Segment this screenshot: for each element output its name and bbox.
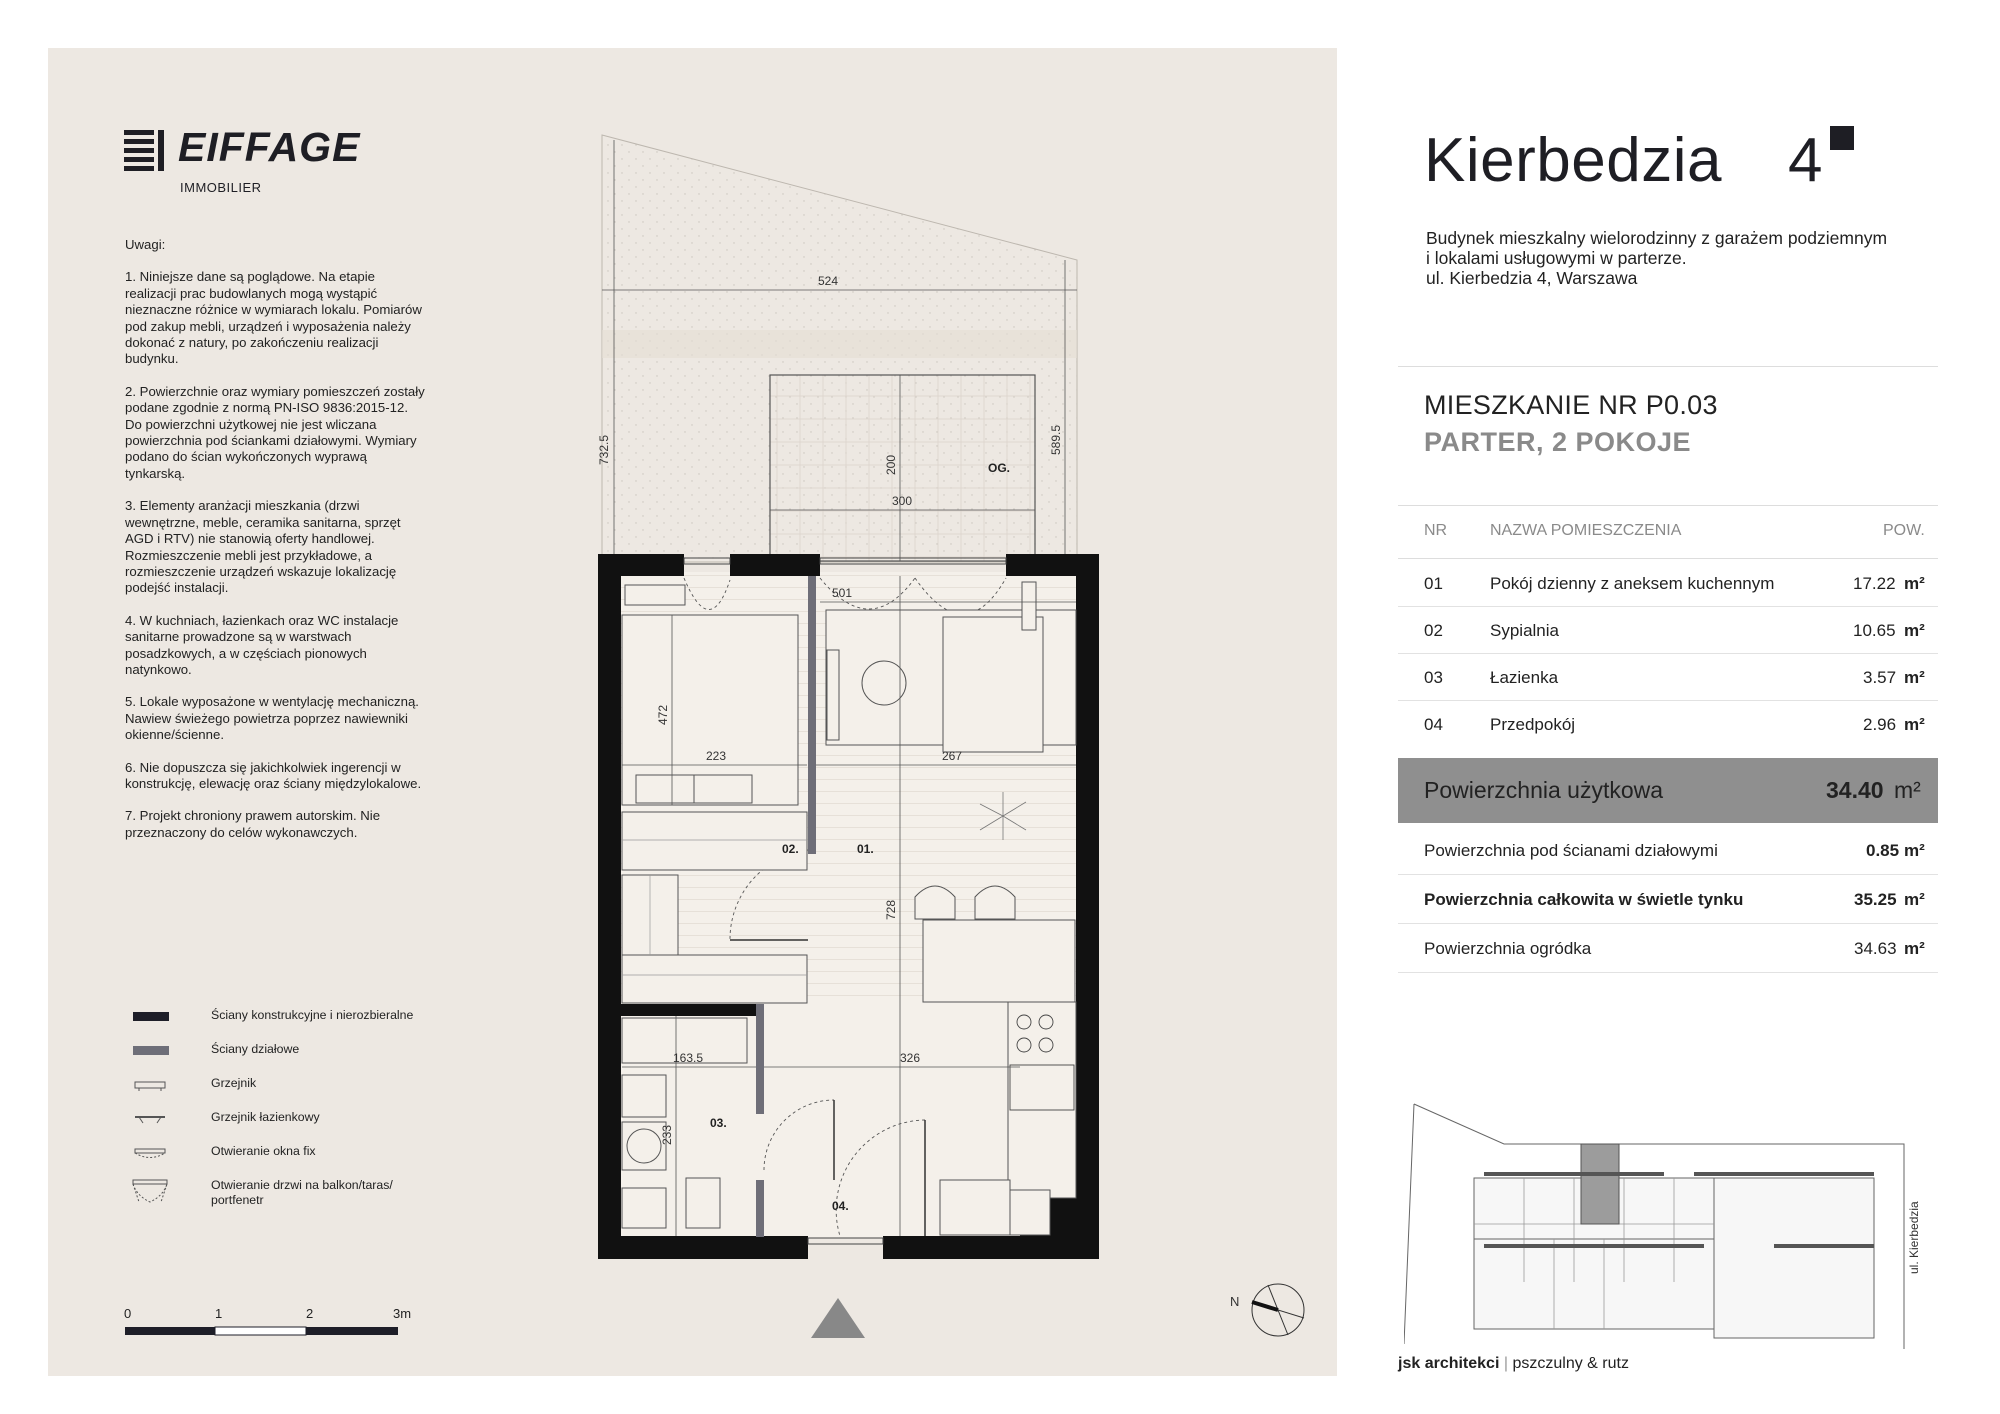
legend-item — [125, 1070, 445, 1104]
dim-terrace-width: 300 — [891, 494, 913, 508]
row-area: 17.22 — [1853, 574, 1896, 593]
address-line: Budynek mieszkalny wielorodzinny z garażem podziemnym — [1426, 228, 1888, 248]
dim-bedroom-depth: 472 — [656, 704, 670, 726]
floor-plan — [570, 120, 1130, 1270]
note-4: 4. W kuchniach, łazienkach oraz WC instalacje sanitarne prowadzone są w warstwach posadzkowych, a w częściach pionowych natynkowo. — [125, 612, 399, 677]
table-header-name: NAZWA POMIESZCZENIA — [1490, 522, 1682, 539]
garden-strip — [602, 330, 1077, 358]
dim-garden-depth-right: 589.5 — [1049, 424, 1063, 456]
label-room-3: 03. — [710, 1116, 727, 1130]
total-value: 34.40 — [1826, 777, 1884, 803]
balcony-door-icon — [129, 1176, 169, 1206]
label-room-4: 04. — [832, 1199, 849, 1213]
label-terrace: OG. — [988, 461, 1011, 475]
scale-label: 0 — [124, 1306, 132, 1321]
summary-row — [1398, 875, 1938, 924]
divider — [1398, 366, 1938, 367]
summary-unit: m² — [1904, 939, 1925, 958]
summary-value: 35.25 — [1854, 890, 1897, 909]
dim-garden-width: 524 — [817, 274, 839, 288]
row-nr: 01 — [1424, 574, 1443, 593]
north-label: N — [1230, 1294, 1240, 1309]
dim-living-inner-width: 267 — [941, 749, 963, 763]
scale-bar — [124, 1306, 414, 1346]
logo-subtitle: IMMOBILIER — [180, 180, 262, 195]
project-address — [1426, 228, 1946, 288]
legend-item — [125, 1002, 445, 1036]
architect-2: pszczulny & rutz — [1512, 1355, 1629, 1372]
legend-label: Otwieranie drzwi na balkon/taras/ portfenetr — [211, 1178, 393, 1207]
eiffage-logo-icon — [124, 130, 168, 172]
legend-item — [125, 1172, 445, 1216]
row-unit: m² — [1904, 574, 1925, 593]
row-name: Pokój dzienny z aneksem kuchennym — [1490, 574, 1775, 593]
scale-graphic — [124, 1326, 414, 1340]
apartment-number: MIESZKANIE NR P0.03 — [1424, 390, 1718, 420]
total-usable-area — [1398, 758, 1938, 823]
logo-name: EIFFAGE — [178, 124, 361, 170]
note-5: 5. Lokale wyposażone w wentylację mechaniczną. Nawiew świeżego powietrza poprzez nawiewniki okienne/ścienne. — [125, 694, 419, 743]
table-header-nr: NR — [1424, 522, 1448, 539]
legend-label: Grzejnik łazienkowy — [211, 1110, 320, 1124]
dim-living-width: 501 — [831, 586, 853, 600]
dim-living-depth: 728 — [884, 899, 898, 921]
note-3: 3. Elementy aranżacji mieszkania (drzwi wewnętrzne, meble, ceramika sanitarna, sprzęt AGD i RTV) nie stanowią oferty handlowej. Rozmieszczenie mebli jest przykładowe, a rozmieszczenie urządzeń wskazuje lokalizację podejść instalacji. — [125, 498, 401, 596]
summary-unit: m² — [1904, 841, 1925, 860]
eiffage-logo — [124, 124, 384, 198]
row-name: Przedpokój — [1490, 715, 1576, 734]
row-name: Łazienka — [1490, 668, 1559, 687]
title-square-icon — [1830, 126, 1854, 150]
dim-bath-width: 163.5 — [672, 1051, 704, 1065]
legend-item — [125, 1104, 445, 1138]
table-row — [1398, 607, 1938, 654]
table-header-area: POW. — [1883, 522, 1925, 539]
address-line: i lokalami usługowymi w parterze. — [1426, 248, 1687, 268]
structural-wall-icon — [129, 1006, 169, 1026]
summary-row — [1398, 826, 1938, 875]
note-2: 2. Powierzchnie oraz wymiary pomieszczeń zostały podane zgodnie z normą PN-ISO 9836:2015-12. Do powierzchni użytkowej nie jest wliczana powierzchnia pod ściankami działowymi. Wymiary podano do ścian wykończonych wyprawą tynkarską. — [125, 383, 425, 481]
table-row — [1398, 560, 1938, 607]
summary-unit: m² — [1904, 890, 1925, 909]
total-unit: m² — [1894, 777, 1921, 803]
street-label: ul. Kierbedzia — [1907, 1201, 1921, 1274]
architect-1: jsk architekci — [1398, 1355, 1500, 1372]
row-unit: m² — [1904, 715, 1925, 734]
row-nr: 02 — [1424, 621, 1443, 640]
entrance-arrow-icon — [808, 1296, 868, 1340]
legend-label: Ściany działowe — [211, 1042, 300, 1056]
apartment-floor: PARTER, 2 POKOJE — [1424, 427, 1692, 457]
row-nr: 03 — [1424, 668, 1443, 687]
note-7: 7. Projekt chroniony prawem autorskim. Nie przeznaczony do celów wykonawczych. — [125, 808, 381, 840]
legend-label: Ściany konstrukcyjne i nierozbieralne — [211, 1008, 414, 1022]
dim-hall-width: 326 — [899, 1051, 921, 1065]
row-area: 3.57 — [1863, 668, 1897, 687]
project-title-number: 4 — [1788, 126, 1823, 195]
summary-label: Powierzchnia pod ścianami działowymi — [1424, 841, 1718, 860]
note-6: 6. Nie dopuszcza się jakichkolwiek ingerencji w konstrukcję, elewację oraz ściany międzylokalowe. — [125, 759, 422, 791]
divider — [1398, 558, 1938, 559]
note-1: 1. Niniejsze dane są poglądowe. Na etapie realizacji prac budowlanych mogą wystąpić nieznaczne różnice w wymiarach lokalu. Pomiarów pod zakup mebli, urządzeń i wyposażenia należy dokonać z natury, po zakończeniu realizacji budynku. — [125, 269, 422, 367]
row-name: Sypialnia — [1490, 621, 1559, 640]
summary-row — [1398, 924, 1938, 973]
row-area: 2.96 — [1863, 715, 1897, 734]
table-row — [1398, 701, 1938, 747]
dim-terrace-depth: 200 — [884, 454, 898, 476]
notes — [125, 237, 425, 857]
summary-label: Powierzchnia ogródka — [1424, 939, 1592, 958]
radiator-icon — [129, 1074, 169, 1094]
summary-value: 0.85 — [1866, 841, 1900, 860]
legend — [125, 1002, 445, 1216]
scale-label: 2 — [306, 1306, 314, 1321]
legend-label: Otwieranie okna fix — [211, 1144, 316, 1158]
dim-garden-depth-left: 732.5 — [597, 434, 611, 466]
total-label: Powierzchnia użytkowa — [1424, 777, 1664, 803]
row-unit: m² — [1904, 668, 1925, 687]
scale-label: 1 — [215, 1306, 223, 1321]
legend-label: Grzejnik — [211, 1076, 257, 1090]
table-row — [1398, 654, 1938, 701]
dim-bedroom-width: 223 — [705, 749, 727, 763]
row-area: 10.65 — [1853, 621, 1896, 640]
key-plan — [1404, 1094, 1934, 1349]
row-unit: m² — [1904, 621, 1925, 640]
legend-item — [125, 1036, 445, 1070]
address-line: ul. Kierbedzia 4, Warszawa — [1426, 268, 1638, 288]
summary-value: 34.63 — [1854, 939, 1897, 958]
apartment-highlight — [1581, 1144, 1619, 1224]
divider — [1398, 505, 1938, 506]
scale-label: 3m — [393, 1306, 412, 1321]
bathroom-radiator-icon — [129, 1108, 169, 1128]
north-compass — [1218, 1272, 1318, 1342]
project-title: Kierbedzia — [1424, 126, 1722, 195]
fixed-window-icon — [129, 1142, 169, 1162]
label-room-2: 02. — [782, 842, 799, 856]
partition-wall-icon — [129, 1040, 169, 1060]
credits: jsk architekci | pszczulny & rutz — [1398, 1355, 1629, 1372]
dim-bath-depth: 233 — [660, 1124, 674, 1146]
notes-heading: Uwagi: — [125, 237, 166, 252]
legend-item — [125, 1138, 445, 1172]
row-nr: 04 — [1424, 715, 1443, 734]
summary-label: Powierzchnia całkowita w świetle tynku — [1424, 890, 1744, 909]
label-room-1: 01. — [857, 842, 874, 856]
